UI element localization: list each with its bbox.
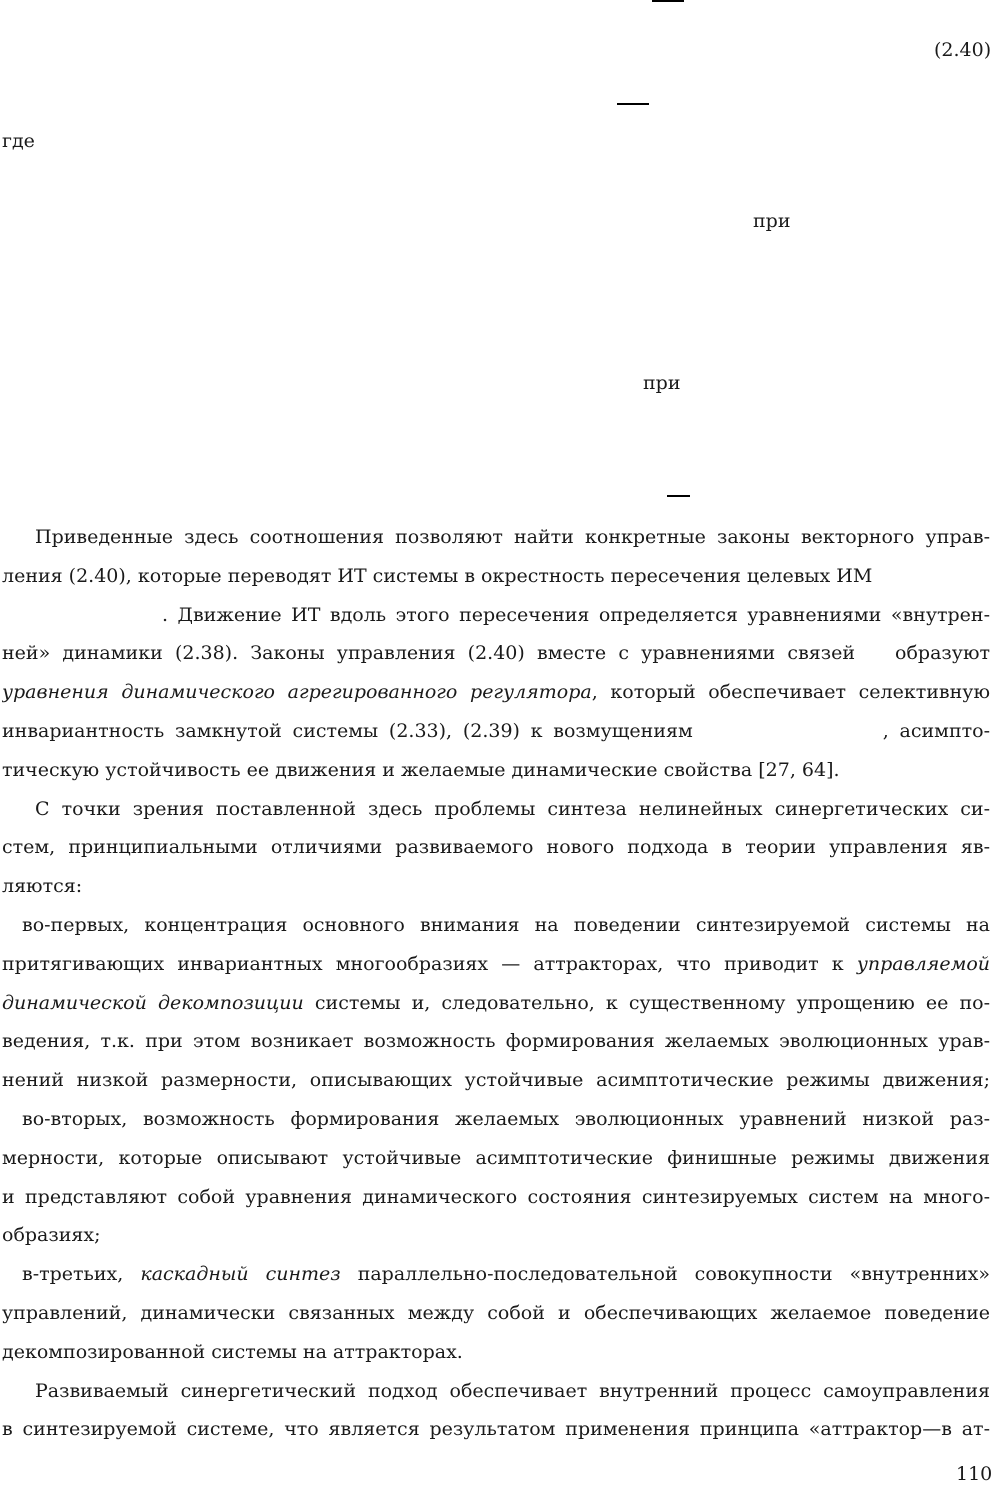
paragraph-line: ней» динамики (2.38). Законы управления (2.40) вместе с уравнениями связей образуют bbox=[2, 642, 990, 665]
page-number: 110 bbox=[956, 1463, 992, 1485]
list-item-line: мерности, которые описывают устойчивые асимптотические финишные режимы движения bbox=[2, 1146, 990, 1169]
list-item-line: и представляют собой уравнения динамического состояния синтезируемых систем на много- bbox=[2, 1185, 990, 1208]
list-item-line: ведения, т.к. при этом возникает возможность формирования желаемых эволюционных урав- bbox=[2, 1030, 990, 1053]
paragraph-line: ляются: bbox=[2, 875, 83, 898]
overline-bar bbox=[617, 103, 649, 105]
paragraph-line: в синтезируемой системе, что является результатом применения принципа «аттрактор—в ат- bbox=[2, 1418, 990, 1441]
paragraph-line: уравнения динамического агрегированного регулятора, который обеспечивает селективную bbox=[2, 681, 990, 704]
equation-number: (2.40) bbox=[934, 39, 992, 61]
paragraph-line: Приведенные здесь соотношения позволяют найти конкретные законы векторного управ- bbox=[35, 526, 990, 548]
overline-bar bbox=[667, 495, 690, 497]
paragraph-line: тическую устойчивость ее движения и желаемые динамические свойства [27, 64]. bbox=[2, 758, 840, 781]
italic-term: динамической декомпозиции bbox=[2, 991, 304, 1014]
list-item-line: во-первых, концентрация основного внимания на поведении синтезируемой системы на bbox=[22, 913, 990, 936]
condition-label-1: при bbox=[753, 210, 791, 232]
condition-label-2: при bbox=[643, 372, 681, 394]
list-item-line: в-третьих, каскадный синтез параллельно-последовательной совокупности «внутренних» bbox=[22, 1263, 990, 1286]
paragraph-line: Развиваемый синергетический подход обеспечивает внутренний процесс самоуправления bbox=[35, 1379, 990, 1402]
fraction-bar bbox=[652, 0, 684, 2]
list-item-line: динамической декомпозиции системы и, следовательно, к существенному упрощению ее по- bbox=[2, 991, 990, 1014]
paragraph-line: стем, принципиальными отличиями развиваемого нового подхода в теории управления яв- bbox=[2, 836, 990, 859]
list-item-line: притягивающих инвариантных многообразиях — аттракторах, что приводит к управляемой bbox=[2, 952, 990, 975]
list-item-line: управлений, динамически связанных между собой и обеспечивающих желаемое поведение bbox=[2, 1301, 990, 1324]
paragraph-line: инвариантность замкнутой системы (2.33), (2.39) к возмущениям , асимпто- bbox=[2, 719, 990, 742]
body-text bbox=[2, 518, 990, 1449]
paragraph-line: . Движение ИТ вдоль этого пересечения определяется уравнениями «внутрен- bbox=[162, 603, 990, 626]
italic-term: уравнения динамического агрегированного регулятора bbox=[2, 681, 592, 704]
list-item-line: во-вторых, возможность формирования желаемых эволюционных уравнений низкой раз- bbox=[22, 1107, 990, 1130]
list-item-line: нений низкой размерности, описывающих устойчивые асимптотические режимы движения; bbox=[2, 1069, 990, 1092]
list-item-line: образиях; bbox=[2, 1224, 101, 1247]
italic-term: каскадный синтез bbox=[140, 1263, 341, 1286]
list-item-line: декомпозированной системы на аттракторах. bbox=[2, 1340, 463, 1363]
paragraph-line: ления (2.40), которые переводят ИТ системы в окрестность пересечения целевых ИМ bbox=[2, 564, 873, 587]
italic-term: управляемой bbox=[856, 952, 990, 975]
where-label: где bbox=[2, 130, 35, 152]
paragraph-line: С точки зрения поставленной здесь проблемы синтеза нелинейных синергетических си- bbox=[35, 797, 990, 820]
